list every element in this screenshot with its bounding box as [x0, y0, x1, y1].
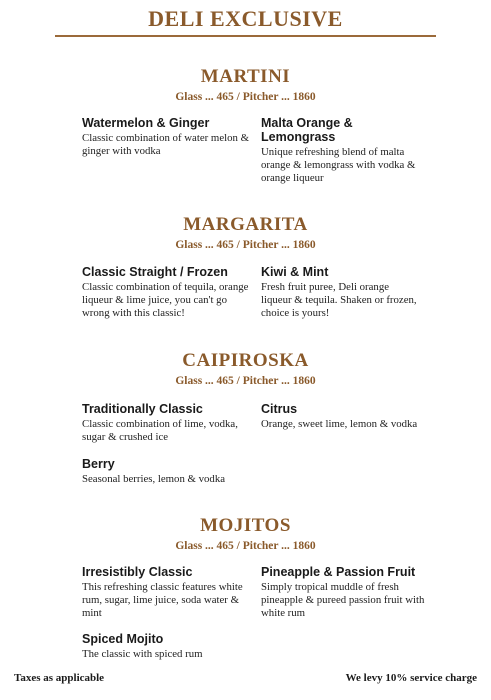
- item-description: Seasonal berries, lemon & vodka: [82, 473, 226, 485]
- menu-item: [82, 565, 254, 620]
- item-description: Orange, sweet lime, lemon & vodka: [261, 418, 418, 430]
- section-price: Glass ... 465 / Pitcher ... 1860: [175, 375, 316, 387]
- menu-title: DELI EXCLUSIVE: [148, 6, 343, 31]
- menu-item: [82, 632, 282, 661]
- item-name: Kiwi & Mint: [261, 265, 329, 279]
- menu-item: [82, 457, 282, 486]
- item-name: Berry: [82, 457, 115, 471]
- section-margarita: [0, 214, 491, 253]
- item-description: Fresh fruit puree, Deli orange liqueur & tequila. Shaken or frozen, choice is yours!: [261, 281, 417, 319]
- menu-item: [261, 116, 421, 185]
- item-description: Unique refreshing blend of malta orange & lemongrass with vodka & orange liqueur: [261, 146, 416, 184]
- menu-item: [82, 402, 254, 444]
- service-charge-note: We levy 10% service charge: [345, 672, 477, 684]
- item-name: Citrus: [261, 402, 298, 416]
- item-name: Watermelon & Ginger: [82, 116, 210, 130]
- item-name: Malta Orange & Lemongrass: [261, 116, 353, 144]
- item-description: This refreshing classic features white rum, sugar, lime juice, soda water & mint: [82, 581, 243, 619]
- section-mojitos: [0, 515, 491, 554]
- item-description: Classic combination of water melon & ginger with vodka: [82, 132, 250, 157]
- section-title: MOJITOS: [200, 515, 291, 536]
- menu-item: [261, 265, 421, 320]
- menu-item: [261, 402, 421, 431]
- section-title: CAIPIROSKA: [182, 350, 309, 371]
- menu-item: [82, 116, 254, 158]
- item-description: Classic combination of tequila, orange liqueur & lime juice, you can't go wrong with this classic!: [82, 281, 249, 319]
- item-name: Irresistibly Classic: [82, 565, 193, 579]
- title-divider: [55, 35, 436, 37]
- section-martini: [0, 66, 491, 105]
- section-price: Glass ... 465 / Pitcher ... 1860: [175, 540, 316, 552]
- item-description: The classic with spiced rum: [82, 648, 203, 660]
- taxes-note: Taxes as applicable: [14, 672, 105, 684]
- section-price: Glass ... 465 / Pitcher ... 1860: [175, 91, 316, 103]
- item-name: Traditionally Classic: [82, 402, 203, 416]
- item-name: Classic Straight / Frozen: [82, 265, 228, 279]
- section-price: Glass ... 465 / Pitcher ... 1860: [175, 239, 316, 251]
- item-name: Spiced Mojito: [82, 632, 164, 646]
- menu-item: [261, 565, 431, 620]
- item-name: Pineapple & Passion Fruit: [261, 565, 416, 579]
- section-title: MARGARITA: [183, 214, 308, 235]
- menu-item: [82, 265, 254, 320]
- item-description: Simply tropical muddle of fresh pineapple & pureed passion fruit with white rum: [261, 581, 425, 619]
- item-description: Classic combination of lime, vodka, sugar & crushed ice: [82, 418, 238, 443]
- section-caipiroska: [0, 350, 491, 389]
- section-title: MARTINI: [200, 66, 291, 87]
